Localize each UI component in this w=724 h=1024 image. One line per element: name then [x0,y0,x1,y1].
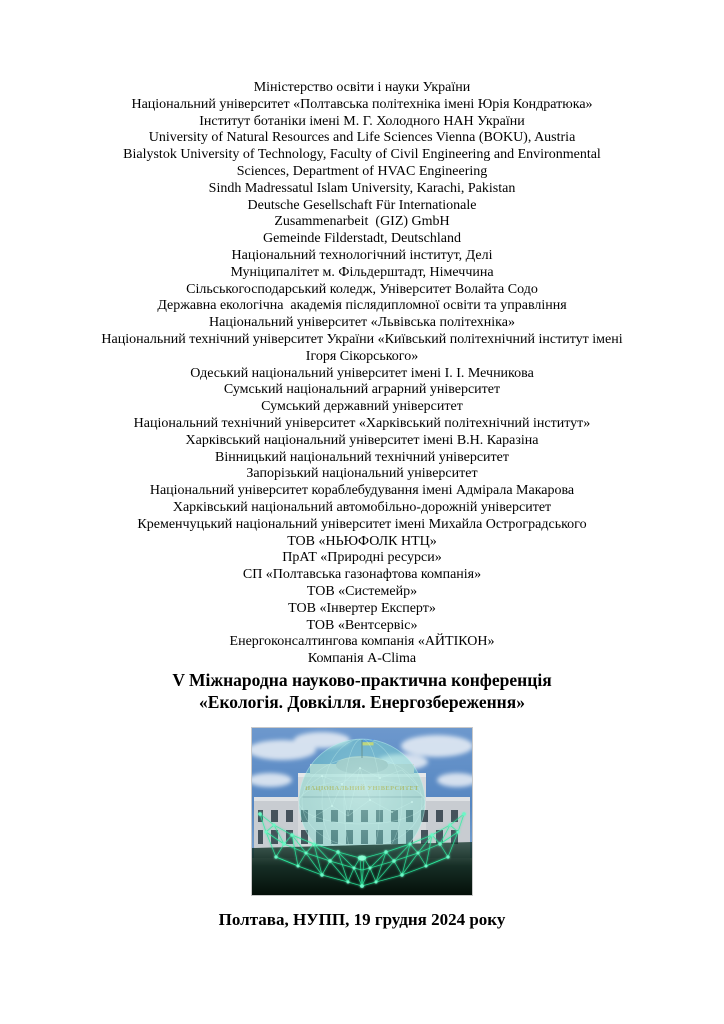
organizer-line: Запорізький національний університет [246,466,478,482]
organizers-list [30,80,694,668]
organizer-line: Gemeinde Filderstadt, Deutschland [263,231,461,247]
conference-title [0,669,724,713]
organizer-line: Національний університет «Полтавська політехніка імені Юрія Кондратюка» [131,96,593,112]
organizer-line: Харківський національний автомобільно-дорожній університет [172,499,552,515]
organizer-line: Національний університет кораблебудування імені Адмірала Макарова [149,483,575,499]
conference-title-line2: «Екологія. Довкілля. Енергозбереження» [199,691,525,712]
organizer-line: Національний університет «Львівська політехніка» [209,315,515,331]
organizer-line: Ігоря Сікорського» [305,348,419,364]
organizer-line: Кременчуцький національний університет імені Михайла Остроградського [137,516,587,532]
conference-illustration [251,727,473,896]
organizer-line: Компанія A-Clima [307,651,417,667]
illustration-svg [252,728,472,895]
organizer-line: Sindh Madressatul Islam University, Karachi, Pakistan [208,180,516,196]
organizer-line: СП «Полтавська газонафтова компанія» [242,567,482,583]
organizer-line: Сільськогосподарський коледж, Університет Волайта Содо [186,281,538,297]
organizer-line: Одеський національний університет імені І. І. Мечникова [190,365,534,381]
organizer-line: Національний технологічний інститут, Делі [231,247,493,263]
organizer-line: Sciences, Department of HVAC Engineering [236,163,488,179]
organizer-line: Енергоконсалтингова компанія «АЙТІКОН» [229,634,495,650]
organizer-line: Сумський державний університет [261,399,463,415]
organizer-line: Zusammenarbeit (GIZ) GmbH [274,214,450,230]
organizer-line: Національний технічний університет України «Київський політехнічний інститут імені [101,331,623,347]
organizer-line: Сумський національний аграрний університет [223,382,501,398]
organizer-line: Муніципалітет м. Фільдерштадт, Німеччина [230,264,494,280]
organizer-line: ТОВ «Системейр» [306,583,418,599]
organizer-line: ТОВ «Інвертер Експерт» [288,600,436,616]
organizer-line: Міністерство освіти і науки України [253,80,471,95]
organizer-line: Харківський національний університет імені В.Н. Каразіна [185,432,539,448]
organizer-line: Вінницький національний технічний університет [215,449,509,465]
organizer-line: ТОВ «НЬЮФОЛК НТЦ» [287,533,437,549]
organizer-line: ПрАТ «Природні ресурси» [282,550,442,566]
organizer-line: ТОВ «Вентсервіс» [306,617,418,633]
organizer-line: Державна екологічна академія післядипломної освіти та управління [157,298,567,314]
organizer-line: University of Natural Resources and Life Sciences Vienna (BOKU), Austria [148,130,576,146]
conference-title-line1: V Міжнародна науково-практична конференція [172,669,552,690]
organizer-line: Національний технічний університет «Харківський політехнічний інститут» [133,415,591,431]
footer-place-date: Полтава, НУПП, 19 грудня 2024 року [218,909,506,929]
organizer-line: Інститут ботаніки імені М. Г. Холодного НАН України [199,113,525,129]
organizer-line: Deutsche Gesellschaft Für Internationale [247,197,477,213]
organizer-line: Bialystok University of Technology, Faculty of Civil Engineering and Environmental [123,147,601,163]
